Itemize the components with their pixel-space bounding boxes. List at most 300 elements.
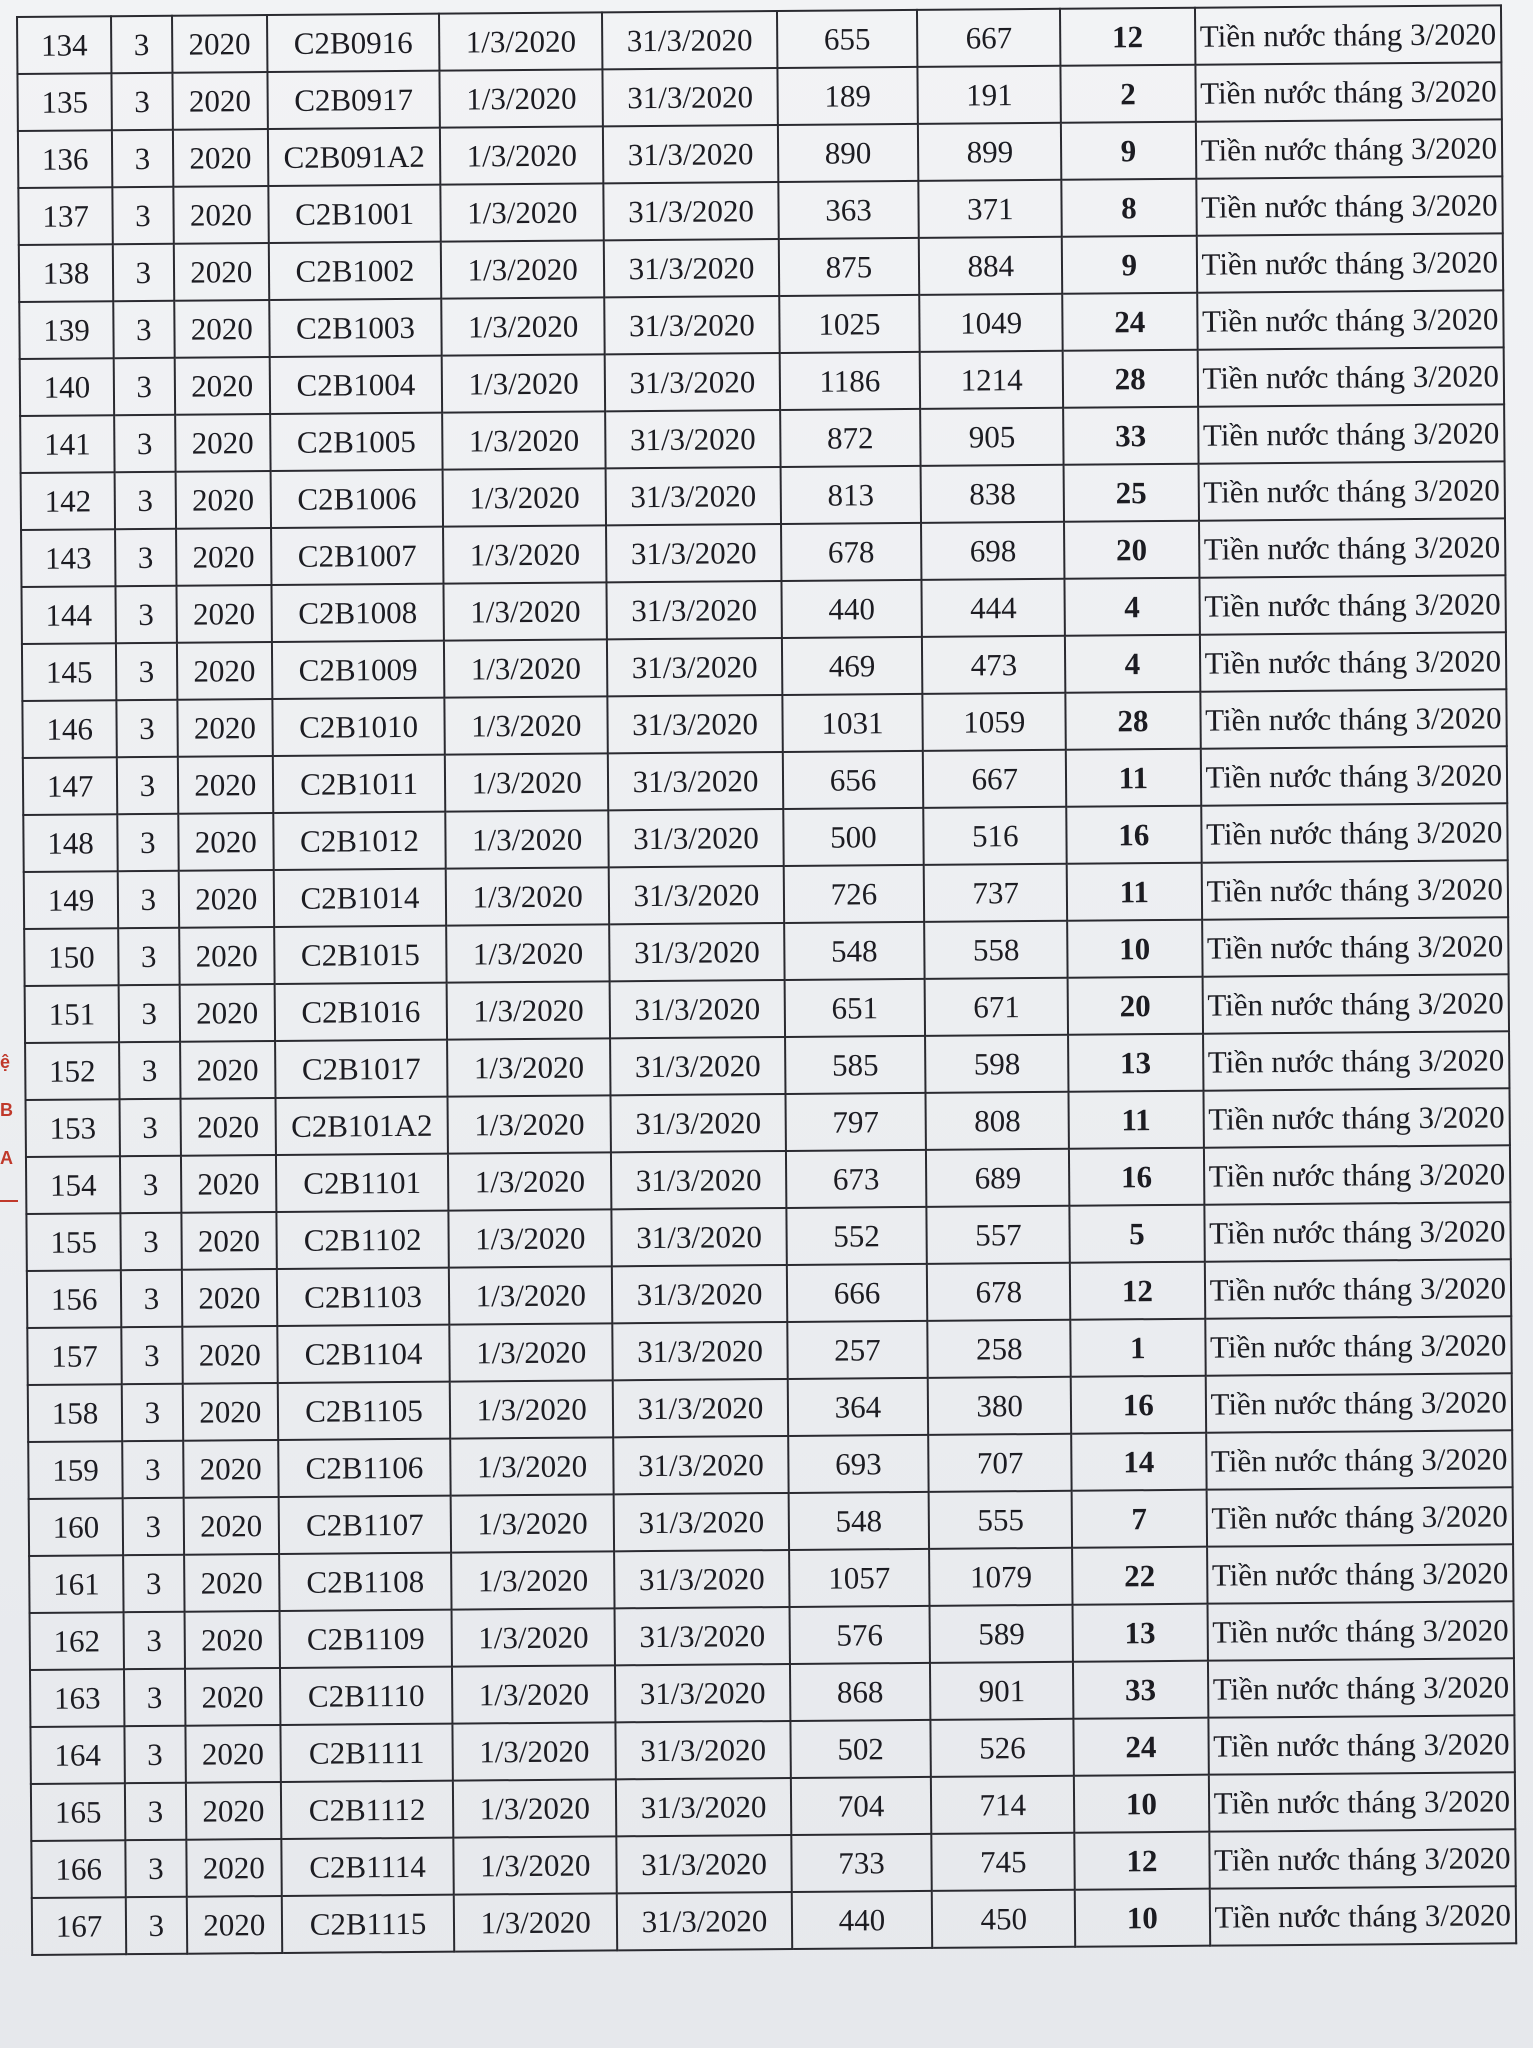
year-cell: 2020 [176, 528, 272, 586]
period-start-cell: 1/3/2020 [446, 867, 610, 925]
row-number-cell: 140 [20, 358, 115, 416]
old-reading-cell: 678 [781, 523, 922, 581]
row-number-cell: 148 [23, 814, 118, 872]
old-reading-cell: 890 [777, 124, 918, 182]
consumption-cell: 20 [1068, 977, 1203, 1035]
row-number-cell: 149 [24, 871, 119, 929]
period-start-cell: 1/3/2020 [451, 1551, 615, 1609]
period-end-cell: 31/3/2020 [611, 1151, 785, 1209]
period-end-cell: 31/3/2020 [603, 68, 777, 126]
period-start-cell: 1/3/2020 [450, 1380, 614, 1438]
row-number-cell: 147 [23, 757, 118, 815]
period-end-cell: 31/3/2020 [616, 1778, 790, 1836]
customer-code-cell: C2B1101 [276, 1154, 448, 1212]
month-cell: 3 [121, 1213, 182, 1270]
consumption-cell: 33 [1073, 1661, 1208, 1719]
description-cell: Tiền nước tháng 3/2020 [1208, 1715, 1515, 1774]
old-reading-cell: 440 [791, 1891, 932, 1949]
customer-code-cell: C2B1111 [281, 1724, 453, 1782]
period-end-cell: 31/3/2020 [610, 923, 784, 981]
month-cell: 3 [120, 1099, 181, 1156]
old-reading-cell: 585 [785, 1036, 926, 1094]
year-cell: 2020 [184, 1611, 280, 1669]
period-end-cell: 31/3/2020 [606, 410, 780, 468]
description-cell: Tiền nước tháng 3/2020 [1206, 1430, 1513, 1489]
year-cell: 2020 [183, 1497, 279, 1555]
period-end-cell: 31/3/2020 [615, 1664, 789, 1722]
description-cell: Tiền nước tháng 3/2020 [1201, 860, 1508, 919]
old-reading-cell: 1031 [782, 694, 923, 752]
year-cell: 2020 [175, 471, 271, 529]
description-cell: Tiền nước tháng 3/2020 [1209, 1829, 1516, 1888]
customer-code-cell: C2B1007 [271, 527, 443, 585]
row-number-cell: 144 [21, 586, 116, 644]
period-end-cell: 31/3/2020 [607, 638, 781, 696]
description-cell: Tiền nước tháng 3/2020 [1195, 62, 1502, 121]
period-end-cell: 31/3/2020 [606, 467, 780, 525]
consumption-cell: 33 [1063, 407, 1198, 465]
consumption-cell: 12 [1060, 8, 1195, 66]
description-cell: Tiền nước tháng 3/2020 [1200, 746, 1507, 805]
new-reading-cell: 1059 [923, 693, 1066, 751]
period-end-cell: 31/3/2020 [611, 1094, 785, 1152]
new-reading-cell: 371 [919, 180, 1062, 238]
month-cell: 3 [111, 16, 172, 73]
description-cell: Tiền nước tháng 3/2020 [1204, 1145, 1511, 1204]
new-reading-cell: 714 [931, 1776, 1074, 1834]
period-end-cell: 31/3/2020 [617, 1835, 791, 1893]
month-cell: 3 [116, 643, 177, 700]
margin-mark: B [0, 1100, 13, 1120]
period-end-cell: 31/3/2020 [608, 752, 782, 810]
old-reading-cell: 733 [791, 1834, 932, 1892]
consumption-cell: 1 [1070, 1319, 1205, 1377]
customer-code-cell: C2B1006 [271, 470, 443, 528]
consumption-cell: 25 [1064, 464, 1199, 522]
description-cell: Tiền nước tháng 3/2020 [1200, 689, 1507, 748]
period-end-cell: 31/3/2020 [604, 239, 778, 297]
period-start-cell: 1/3/2020 [445, 753, 609, 811]
consumption-cell: 16 [1069, 1148, 1204, 1206]
new-reading-cell: 1049 [920, 294, 1063, 352]
row-number-cell: 165 [31, 1783, 126, 1841]
row-number-cell: 139 [19, 301, 114, 359]
month-cell: 3 [118, 928, 179, 985]
period-end-cell: 31/3/2020 [613, 1322, 787, 1380]
row-number-cell: 161 [29, 1555, 124, 1613]
month-cell: 3 [120, 1156, 181, 1213]
customer-code-cell: C2B1115 [282, 1895, 454, 1953]
description-cell: Tiền nước tháng 3/2020 [1204, 1259, 1511, 1318]
consumption-cell: 16 [1071, 1376, 1206, 1434]
row-number-cell: 153 [26, 1099, 121, 1157]
new-reading-cell: 444 [922, 579, 1065, 637]
old-reading-cell: 797 [785, 1093, 926, 1151]
row-number-cell: 150 [24, 928, 119, 986]
month-cell: 3 [112, 73, 173, 130]
period-start-cell: 1/3/2020 [448, 1209, 612, 1267]
year-cell: 2020 [177, 756, 273, 814]
year-cell: 2020 [185, 1725, 281, 1783]
old-reading-cell: 673 [785, 1150, 926, 1208]
customer-code-cell: C2B1112 [281, 1781, 453, 1839]
row-number-cell: 145 [22, 643, 117, 701]
period-end-cell: 31/3/2020 [608, 695, 782, 753]
consumption-cell: 11 [1067, 863, 1202, 921]
year-cell: 2020 [174, 300, 270, 358]
consumption-cell: 11 [1066, 749, 1201, 807]
month-cell: 3 [124, 1612, 185, 1669]
row-number-cell: 162 [30, 1612, 125, 1670]
period-start-cell: 1/3/2020 [447, 1095, 611, 1153]
old-reading-cell: 693 [788, 1435, 929, 1493]
description-cell: Tiền nước tháng 3/2020 [1199, 575, 1506, 634]
period-start-cell: 1/3/2020 [443, 582, 607, 640]
description-cell: Tiền nước tháng 3/2020 [1199, 632, 1506, 691]
period-start-cell: 1/3/2020 [451, 1494, 615, 1552]
month-cell: 3 [123, 1498, 184, 1555]
consumption-cell: 10 [1067, 920, 1202, 978]
customer-code-cell: C2B1109 [280, 1610, 452, 1668]
customer-code-cell: C2B0916 [267, 14, 439, 72]
consumption-cell: 28 [1065, 692, 1200, 750]
customer-code-cell: C2B101A2 [276, 1097, 448, 1155]
margin-mark: A [0, 1148, 13, 1168]
row-number-cell: 155 [26, 1213, 121, 1271]
description-cell: Tiền nước tháng 3/2020 [1203, 1031, 1510, 1090]
period-start-cell: 1/3/2020 [441, 297, 605, 355]
period-end-cell: 31/3/2020 [607, 581, 781, 639]
year-cell: 2020 [179, 984, 275, 1042]
month-cell: 3 [126, 1897, 187, 1954]
month-cell: 3 [121, 1327, 182, 1384]
new-reading-cell: 899 [918, 123, 1061, 181]
period-start-cell: 1/3/2020 [442, 354, 606, 412]
customer-code-cell: C2B1005 [270, 413, 442, 471]
year-cell: 2020 [181, 1212, 277, 1270]
year-cell: 2020 [172, 72, 268, 130]
description-cell: Tiền nước tháng 3/2020 [1205, 1373, 1512, 1432]
description-cell: Tiền nước tháng 3/2020 [1207, 1601, 1514, 1660]
customer-code-cell: C2B1002 [269, 242, 441, 300]
old-reading-cell: 655 [777, 10, 918, 68]
customer-code-cell: C2B1104 [277, 1325, 449, 1383]
month-cell: 3 [118, 871, 179, 928]
consumption-cell: 12 [1074, 1832, 1209, 1890]
period-end-cell: 31/3/2020 [614, 1493, 788, 1551]
month-cell: 3 [114, 415, 175, 472]
period-start-cell: 1/3/2020 [450, 1437, 614, 1495]
month-cell: 3 [125, 1783, 186, 1840]
period-start-cell: 1/3/2020 [444, 639, 608, 697]
old-reading-cell: 500 [783, 808, 924, 866]
customer-code-cell: C2B1004 [270, 356, 442, 414]
period-start-cell: 1/3/2020 [443, 468, 607, 526]
new-reading-cell: 258 [928, 1320, 1071, 1378]
period-end-cell: 31/3/2020 [609, 809, 783, 867]
period-end-cell: 31/3/2020 [603, 125, 777, 183]
month-cell: 3 [122, 1441, 183, 1498]
old-reading-cell: 257 [787, 1321, 928, 1379]
description-cell: Tiền nước tháng 3/2020 [1201, 803, 1508, 862]
new-reading-cell: 526 [931, 1719, 1074, 1777]
period-start-cell: 1/3/2020 [448, 1152, 612, 1210]
new-reading-cell: 516 [924, 807, 1067, 865]
new-reading-cell: 678 [927, 1263, 1070, 1321]
row-number-cell: 134 [17, 16, 112, 74]
period-start-cell: 1/3/2020 [440, 183, 604, 241]
year-cell: 2020 [178, 813, 274, 871]
month-cell: 3 [113, 244, 174, 301]
period-start-cell: 1/3/2020 [442, 411, 606, 469]
period-end-cell: 31/3/2020 [617, 1892, 791, 1950]
period-end-cell: 31/3/2020 [605, 353, 779, 411]
new-reading-cell: 737 [924, 864, 1067, 922]
old-reading-cell: 868 [789, 1663, 930, 1721]
month-cell: 3 [112, 187, 173, 244]
period-start-cell: 1/3/2020 [447, 981, 611, 1039]
month-cell: 3 [114, 358, 175, 415]
description-cell: Tiền nước tháng 3/2020 [1208, 1658, 1515, 1717]
consumption-cell: 10 [1075, 1889, 1210, 1947]
period-end-cell: 31/3/2020 [614, 1436, 788, 1494]
period-end-cell: 31/3/2020 [607, 524, 781, 582]
consumption-cell: 9 [1061, 122, 1196, 180]
year-cell: 2020 [186, 1839, 282, 1897]
new-reading-cell: 1214 [920, 351, 1063, 409]
year-cell: 2020 [180, 1098, 276, 1156]
consumption-cell: 5 [1070, 1205, 1205, 1263]
month-cell: 3 [125, 1726, 186, 1783]
customer-code-cell: C2B1015 [274, 926, 446, 984]
month-cell: 3 [112, 130, 173, 187]
period-start-cell: 1/3/2020 [452, 1722, 616, 1780]
old-reading-cell: 364 [787, 1378, 928, 1436]
month-cell: 3 [123, 1555, 184, 1612]
row-number-cell: 135 [17, 73, 112, 131]
customer-code-cell: C2B1106 [278, 1439, 450, 1497]
customer-code-cell: C2B1110 [280, 1667, 452, 1725]
consumption-cell: 13 [1068, 1034, 1203, 1092]
year-cell: 2020 [179, 927, 275, 985]
old-reading-cell: 872 [780, 409, 921, 467]
consumption-cell: 28 [1063, 350, 1198, 408]
row-number-cell: 160 [29, 1498, 124, 1556]
old-reading-cell: 1057 [789, 1549, 930, 1607]
new-reading-cell: 380 [928, 1377, 1071, 1435]
period-end-cell: 31/3/2020 [611, 1037, 785, 1095]
period-end-cell: 31/3/2020 [615, 1607, 789, 1665]
table-row [32, 1886, 1516, 1955]
period-start-cell: 1/3/2020 [439, 69, 603, 127]
period-end-cell: 31/3/2020 [602, 11, 776, 69]
customer-code-cell: C2B0917 [268, 71, 440, 129]
row-number-cell: 158 [28, 1384, 123, 1442]
old-reading-cell: 656 [782, 751, 923, 809]
old-reading-cell: 726 [783, 865, 924, 923]
period-end-cell: 31/3/2020 [609, 866, 783, 924]
year-cell: 2020 [184, 1554, 280, 1612]
new-reading-cell: 745 [932, 1833, 1075, 1891]
year-cell: 2020 [185, 1782, 281, 1840]
old-reading-cell: 548 [784, 922, 925, 980]
year-cell: 2020 [186, 1896, 282, 1954]
description-cell: Tiền nước tháng 3/2020 [1197, 290, 1504, 349]
new-reading-cell: 598 [925, 1035, 1068, 1093]
customer-code-cell: C2B1103 [277, 1268, 449, 1326]
period-end-cell: 31/3/2020 [616, 1721, 790, 1779]
period-start-cell: 1/3/2020 [452, 1665, 616, 1723]
year-cell: 2020 [173, 243, 269, 301]
new-reading-cell: 808 [926, 1092, 1069, 1150]
customer-code-cell: C2B1010 [272, 698, 444, 756]
water-bill-table [16, 4, 1517, 1956]
customer-code-cell: C2B1016 [275, 983, 447, 1041]
year-cell: 2020 [172, 15, 268, 73]
month-cell: 3 [113, 301, 174, 358]
row-number-cell: 143 [21, 529, 116, 587]
customer-code-cell: C2B1003 [269, 299, 441, 357]
new-reading-cell: 671 [925, 978, 1068, 1036]
year-cell: 2020 [176, 642, 272, 700]
consumption-cell: 10 [1074, 1775, 1209, 1833]
margin-mark: ệ [0, 1052, 11, 1072]
year-cell: 2020 [174, 357, 270, 415]
year-cell: 2020 [182, 1326, 278, 1384]
margin-marks [0, 1000, 20, 1260]
new-reading-cell: 884 [919, 237, 1062, 295]
month-cell: 3 [117, 814, 178, 871]
period-end-cell: 31/3/2020 [613, 1379, 787, 1437]
description-cell: Tiền nước tháng 3/2020 [1207, 1544, 1514, 1603]
month-cell: 3 [119, 985, 180, 1042]
row-number-cell: 141 [20, 415, 115, 473]
year-cell: 2020 [176, 585, 272, 643]
month-cell: 3 [122, 1384, 183, 1441]
old-reading-cell: 189 [777, 67, 918, 125]
row-number-cell: 154 [26, 1156, 121, 1214]
consumption-cell: 7 [1072, 1490, 1207, 1548]
customer-code-cell: C2B1108 [279, 1553, 451, 1611]
description-cell: Tiền nước tháng 3/2020 [1203, 1088, 1510, 1147]
old-reading-cell: 813 [780, 466, 921, 524]
new-reading-cell: 557 [927, 1206, 1070, 1264]
consumption-cell: 24 [1074, 1718, 1209, 1776]
year-cell: 2020 [178, 870, 274, 928]
new-reading-cell: 473 [922, 636, 1065, 694]
margin-rule [0, 1200, 18, 1202]
row-number-cell: 138 [19, 244, 114, 302]
new-reading-cell: 838 [921, 465, 1064, 523]
new-reading-cell: 707 [929, 1434, 1072, 1492]
description-cell: Tiền nước tháng 3/2020 [1202, 917, 1509, 976]
year-cell: 2020 [180, 1155, 276, 1213]
description-cell: Tiền nước tháng 3/2020 [1198, 461, 1505, 520]
description-cell: Tiền nước tháng 3/2020 [1196, 233, 1503, 292]
row-number-cell: 164 [30, 1726, 125, 1784]
customer-code-cell: C2B1107 [279, 1496, 451, 1554]
consumption-cell: 14 [1071, 1433, 1206, 1491]
period-start-cell: 1/3/2020 [449, 1323, 613, 1381]
old-reading-cell: 704 [790, 1777, 931, 1835]
old-reading-cell: 1186 [779, 352, 920, 410]
customer-code-cell: C2B1017 [275, 1040, 447, 1098]
period-end-cell: 31/3/2020 [615, 1550, 789, 1608]
month-cell: 3 [116, 586, 177, 643]
year-cell: 2020 [172, 129, 268, 187]
old-reading-cell: 363 [778, 181, 919, 239]
row-number-cell: 166 [31, 1840, 126, 1898]
consumption-cell: 4 [1065, 635, 1200, 693]
consumption-cell: 2 [1061, 65, 1196, 123]
consumption-cell: 9 [1062, 236, 1197, 294]
consumption-cell: 13 [1073, 1604, 1208, 1662]
consumption-cell: 20 [1064, 521, 1199, 579]
new-reading-cell: 191 [918, 66, 1061, 124]
month-cell: 3 [115, 472, 176, 529]
month-cell: 3 [121, 1270, 182, 1327]
row-number-cell: 151 [25, 985, 120, 1043]
row-number-cell: 137 [18, 187, 113, 245]
consumption-cell: 22 [1072, 1547, 1207, 1605]
row-number-cell: 159 [28, 1441, 123, 1499]
row-number-cell: 142 [21, 472, 116, 530]
description-cell: Tiền nước tháng 3/2020 [1208, 1772, 1515, 1831]
period-end-cell: 31/3/2020 [604, 182, 778, 240]
new-reading-cell: 667 [917, 9, 1060, 67]
new-reading-cell: 901 [930, 1662, 1073, 1720]
description-cell: Tiền nước tháng 3/2020 [1205, 1316, 1512, 1375]
old-reading-cell: 552 [786, 1207, 927, 1265]
row-number-cell: 152 [25, 1042, 120, 1100]
new-reading-cell: 555 [929, 1491, 1072, 1549]
customer-code-cell: C2B1014 [274, 869, 446, 927]
new-reading-cell: 905 [921, 408, 1064, 466]
month-cell: 3 [124, 1669, 185, 1726]
consumption-cell: 12 [1070, 1262, 1205, 1320]
new-reading-cell: 689 [926, 1149, 1069, 1207]
row-number-cell: 163 [30, 1669, 125, 1727]
period-start-cell: 1/3/2020 [446, 924, 610, 982]
old-reading-cell: 440 [781, 580, 922, 638]
month-cell: 3 [119, 1042, 180, 1099]
month-cell: 3 [115, 529, 176, 586]
new-reading-cell: 589 [930, 1605, 1073, 1663]
month-cell: 3 [117, 757, 178, 814]
consumption-cell: 24 [1062, 293, 1197, 351]
table-body [17, 5, 1516, 1955]
customer-code-cell: C2B1008 [272, 584, 444, 642]
consumption-cell: 4 [1065, 578, 1200, 636]
year-cell: 2020 [180, 1041, 276, 1099]
description-cell: Tiền nước tháng 3/2020 [1206, 1487, 1513, 1546]
customer-code-cell: C2B1009 [272, 641, 444, 699]
period-start-cell: 1/3/2020 [451, 1608, 615, 1666]
period-start-cell: 1/3/2020 [444, 696, 608, 754]
old-reading-cell: 875 [778, 238, 919, 296]
row-number-cell: 146 [22, 700, 117, 758]
description-cell: Tiền nước tháng 3/2020 [1198, 404, 1505, 463]
year-cell: 2020 [173, 186, 269, 244]
old-reading-cell: 548 [788, 1492, 929, 1550]
customer-code-cell: C2B1105 [278, 1382, 450, 1440]
customer-code-cell: C2B1102 [276, 1211, 448, 1269]
description-cell: Tiền nước tháng 3/2020 [1195, 119, 1502, 178]
period-start-cell: 1/3/2020 [449, 1266, 613, 1324]
period-start-cell: 1/3/2020 [439, 12, 603, 70]
new-reading-cell: 1079 [929, 1548, 1072, 1606]
period-end-cell: 31/3/2020 [605, 296, 779, 354]
